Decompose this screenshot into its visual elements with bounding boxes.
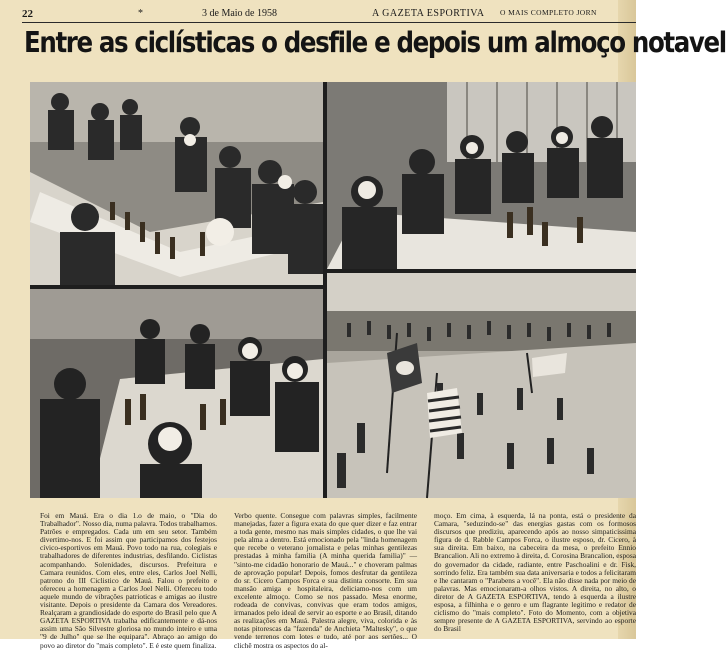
photo-grid — [30, 82, 636, 498]
header-separator: * — [138, 8, 143, 19]
issue-date: 3 de Maio de 1958 — [202, 8, 277, 19]
header-rule — [22, 22, 636, 23]
newspaper-tagline: O MAIS COMPLETO JORN — [500, 8, 597, 17]
photo-banquet-table-right — [327, 82, 636, 269]
article-column-2: Verbo quente. Consegue com palavras simples, facilmente manejadas, fazer a figura exata do que quer dizer e faz entrar a toda gente, mesmo nas mais simples cidades, o que lhe vai pela alma a dentro. Está emocionado pela "linda homenagem que recebe o veterano jornalista e pelas minhas gentilezas prestadas à minha familia (A minha querida familia)" — "sinto-me cidadão honorario de Mauá..." e choveram palmas de aprovação popular! Depois, fomos desfrutar da gentileza do sr. Cicero Campos Forca e sua distinta consorte. Em sua mansão amiga e hospitaleira, deliciamo-nos com um excelente almoço. Como se nos passado. Mesa enorme, rodeada de convivas, convivas que eram todos amigos, irmanados pelo ideal de servir ao esporte e ao Brasil, ditando as realizações em Mauá. Palestra alegre, viva, colorida e às notas pitorescas da "fazenda" de Anchieta "Maltesky", o que vende terrenos com lotes e tudo, até por aos sertões... O clichê mostra os aspectos do al- — [234, 511, 417, 650]
photo-parade-flags — [327, 273, 636, 498]
article-body — [40, 511, 636, 650]
page-number: 22 — [22, 8, 33, 20]
article-column-3: moço. Em cima, à esquerda, lá na ponta, está o presidente da Camara, "seduzindo-se" das energias gastas com os formosos discursos que prediziu, aparecendo após ao nosso simpaticissima figura de d. Rabble Campos Forca, o ilustre esposo, dr. Cicero, à sua direita. Em baixo, na cabeceira da mesa, o prefeito Ennio Brancalion. Ali no extremo à direita, d. Corosina Brancalion, esposa do governador da cidade, radiante, entre Paschoalini e dr. Fisk, sorrindo feliz. Era também sua data aniversaria e todos a felicitaram e lhe cantaram o "Parabens a você". Ela não disse nada por meio de palavras. Mas emocionaram-a olhos vistos. A direita, no alto, o diretor de A GAZETA ESPORTIVA, tendo à esquerda a ilustre esposa, a filhinha e o genro e um flagrante legitimo e redator de ciclismo do "mais completo". Foto do Momento, com a objetiva sempre presente de A GAZETA ESPORTIVA, servindo ao esporte do Brasil — [434, 511, 636, 634]
photo-banquet-guests — [30, 289, 323, 498]
article-column-1: Foi em Mauá. Era o dia 1.o de maio, o "Dia do Trabalhador". Nosso dia, numa palavra. Todos trabalhamos. Patrões e empregados. Cada um em seu setor. Também divertimo-nos. E foi assim que participamos dos festejos cívico-esportivos em Mauá. Povo todo na rua, colegiais e trabalhadores de diferentes industrias, desfilando. Ciclistas acompanhando. Solenidades, discursos. Prefeitura e Camara reunidos. Com eles, entre eles, Carlos Joel Nelli, patrono do III Ciclistico de Mauá. Falou o prefeito e ofereceu a homenagem a Carlos Joel Nelli. Ofereceu todo aquele mundo de vibrações patrioticas e amigas ao ilustre visitante. Depois o presidente da Camara dos Vereadores. Realçaram a grandiosidade do esporte do Brasil pelo que A GAZETA ESPORTIVA trabalha edificantemente e dá-nos assim uma São Silvestre gloriosa no mundo inteiro e uma "9 de Julho" que se lhe equipara". Abraço ao amigo do povo ao diretor do "mais completo". E é este quem finaliza. — [40, 511, 217, 650]
newspaper-name: A GAZETA ESPORTIVA — [372, 8, 485, 19]
photo-banquet-table-left — [30, 82, 323, 285]
headline: Entre as ciclísticas o desfile e depois um almoço notavel — [24, 26, 726, 59]
page-header — [22, 8, 636, 22]
